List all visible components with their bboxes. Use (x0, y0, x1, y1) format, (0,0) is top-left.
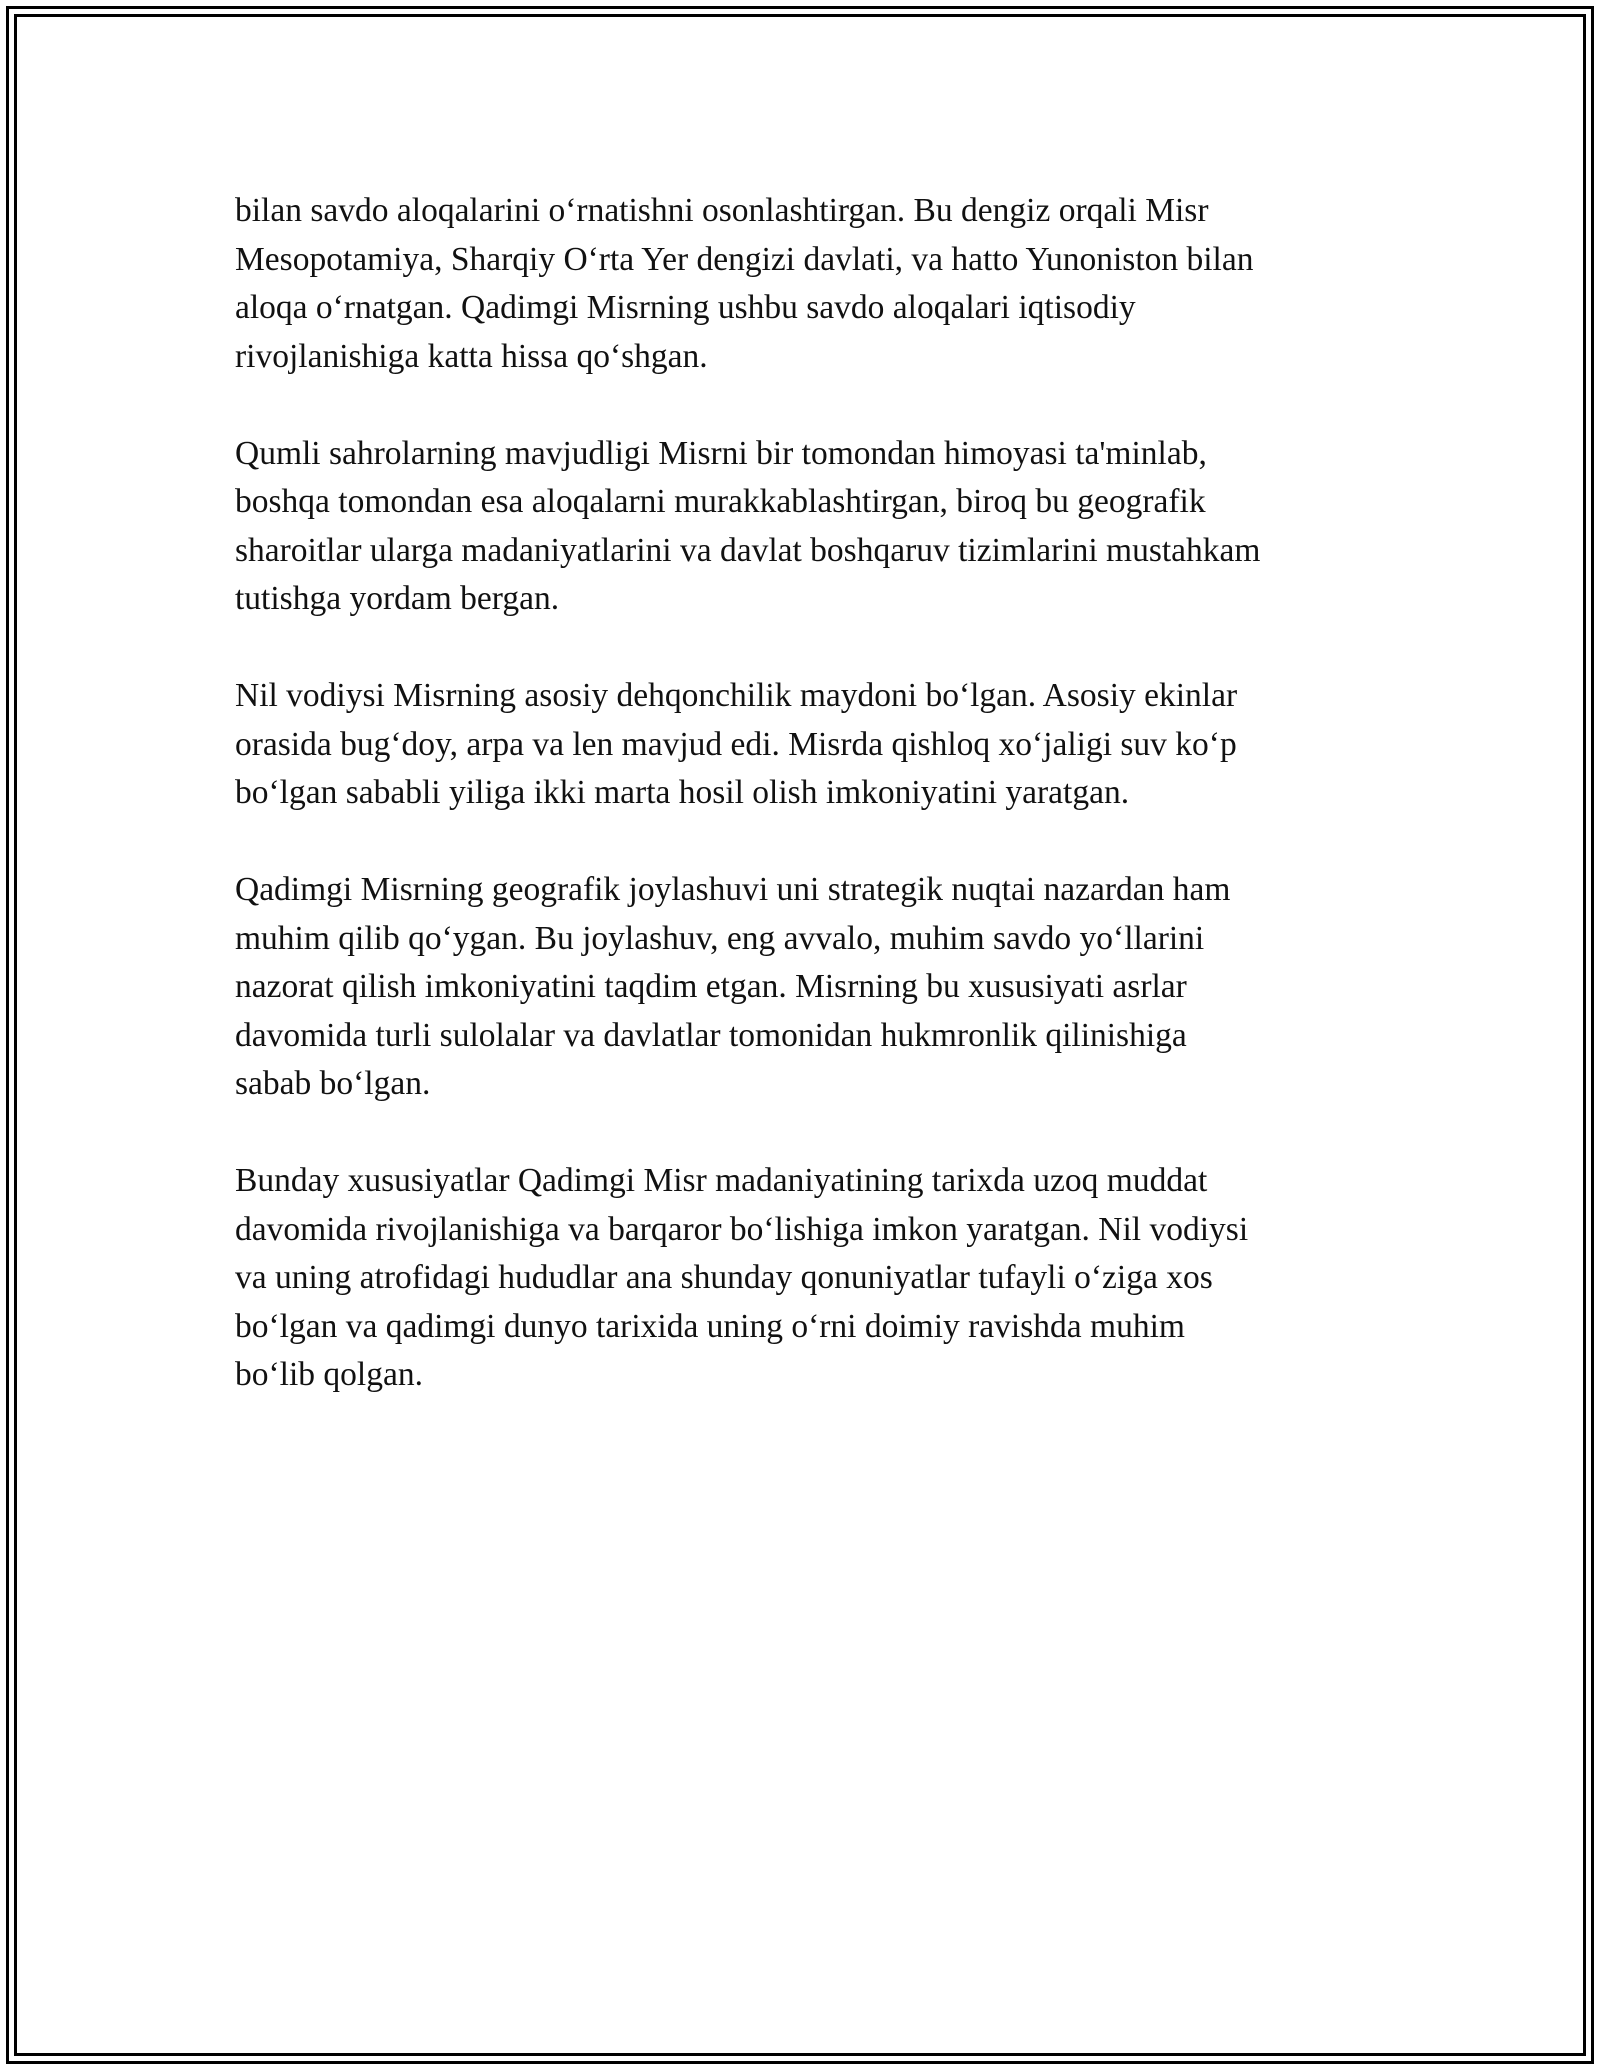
paragraph-trade-relations: bilan savdo aloqalarini o‘rnatishni osonlashtirgan. Bu dengiz orqali Misr Mesopotamiya, Sharqiy O‘rta Yer dengizi davlati, va hatto Yunoniston bilan aloqa o‘rnatgan. Qadimgi Misrning ushbu savdo aloqalari iqtisodiy rivojlanishiga katta hissa qo‘shgan. (235, 192, 1254, 375)
document-body (235, 187, 1385, 1448)
paragraph-deserts: Qumli sahrolarning mavjudligi Misrni bir tomondan himoyasi ta'minlab, boshqa tomondan esa aloqalarni murakkablashtirgan, biroq bu geografik sharoitlar ularga madaniyatlarini va davlat boshqaruv tizimlarini mustahkam tutishga yordam bergan. (235, 434, 1261, 617)
paragraph-conclusion: Bunday xususiyatlar Qadimgi Misr madaniyatining tarixda uzoq muddat davomida rivojlanishiga va barqaror bo‘lishiga imkon yaratgan. Nil vodiysi va uning atrofidagi hududlar ana shunday qonuniyatlar tufayli o‘ziga xos bo‘lgan va qadimgi dunyo tarixida uning o‘rni doimiy ravishda muhim bo‘lib qolgan. (235, 1162, 1249, 1393)
paragraph-strategic-location: Qadimgi Misrning geografik joylashuvi uni strategik nuqtai nazardan ham muhim qilib qo‘ygan. Bu joylashuv, eng avvalo, muhim savdo yo‘llarini nazorat qilish imkoniyatini taqdim etgan. Misrning bu xususiyati asrlar davomida turli sulolalar va davlatlar tomonidan hukmronlik qilinishiga sabab bo‘lgan. (235, 871, 1231, 1102)
paragraph-nile-agriculture: Nil vodiysi Misrning asosiy dehqonchilik maydoni bo‘lgan. Asosiy ekinlar orasida bug‘doy, arpa va len mavjud edi. Misrda qishloq xo‘jaligi suv ko‘p bo‘lgan sababli yiliga ikki marta hosil olish imkoniyatini yaratgan. (235, 677, 1238, 811)
